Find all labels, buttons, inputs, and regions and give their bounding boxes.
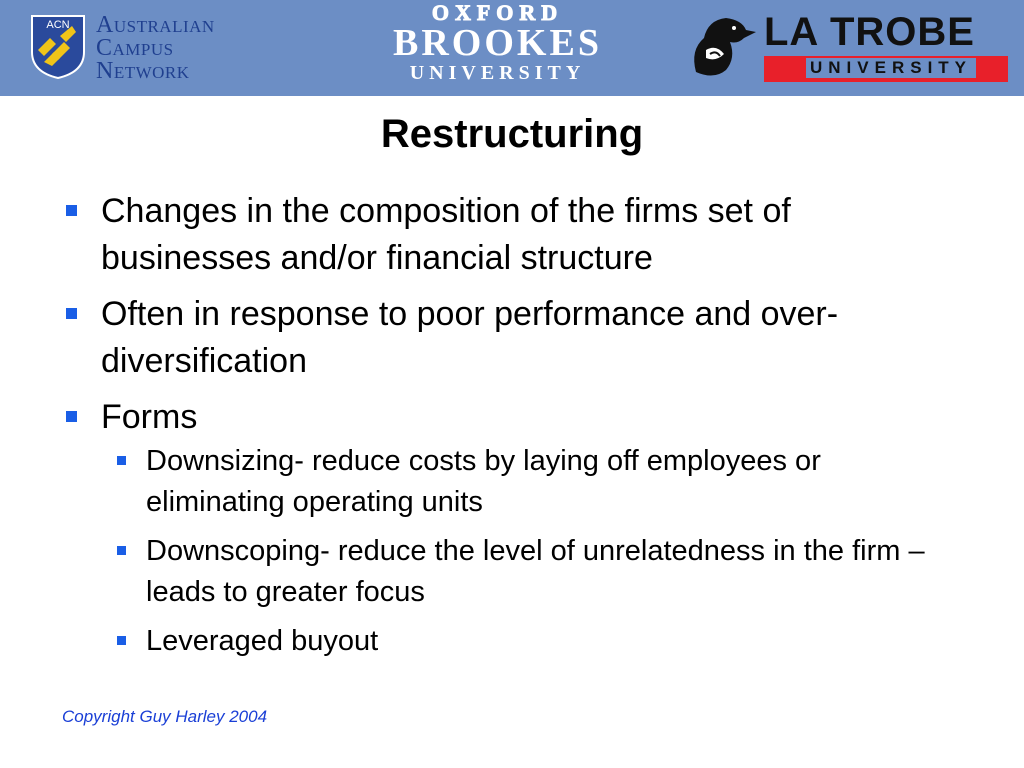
- sub-bullet-text: Leveraged buyout: [146, 625, 379, 657]
- oxford-brookes-logo: [345, 2, 650, 92]
- sub-bullet-text: Downsizing- reduce costs by laying off employees or eliminating operating units: [146, 445, 821, 518]
- brookes-line-3: UNIVERSITY: [409, 62, 586, 84]
- sub-bullet-square-icon: [117, 636, 126, 645]
- pelican-icon: [686, 10, 758, 82]
- sub-bullet-square-icon: [117, 456, 126, 465]
- acn-shield-icon: [30, 14, 86, 80]
- sub-bullet-item: [101, 621, 964, 662]
- bullet-item: [64, 188, 964, 282]
- acn-word-3: Network: [96, 58, 190, 84]
- bullet-text: Changes in the composition of the firms set of businesses and/or financial structure: [101, 192, 791, 277]
- sub-bullet-square-icon: [117, 546, 126, 555]
- la-trobe-name: LA TROBE: [764, 10, 975, 54]
- acn-wordmark: [96, 14, 266, 83]
- copyright-footer: Copyright Guy Harley 2004: [62, 707, 268, 726]
- sub-bullet-text: Downscoping- reduce the level of unrelatedness in the firm –leads to greater focus: [146, 535, 925, 608]
- sub-bullet-list: [101, 441, 964, 662]
- acn-logo: [30, 14, 260, 84]
- sub-bullet-item: [101, 441, 964, 523]
- bullet-list: [64, 188, 964, 671]
- bullet-text: Often in response to poor performance and over-diversification: [101, 295, 839, 380]
- slide-title: Restructuring: [380, 112, 644, 156]
- brookes-line-2: BROOKES: [393, 22, 602, 64]
- header-banner: [0, 0, 1024, 96]
- bullet-square-icon: [66, 411, 77, 422]
- acn-word-2: Campus: [96, 35, 174, 61]
- la-trobe-logo: [686, 10, 1016, 82]
- bullet-text: Forms: [101, 398, 198, 436]
- la-trobe-university-label: UNIVERSITY: [806, 58, 976, 78]
- sub-bullet-item: [101, 531, 964, 613]
- brookes-line-1: OXFORD: [431, 0, 564, 25]
- acn-word-1: Australian: [96, 12, 215, 38]
- bullet-item: [64, 394, 964, 662]
- acn-shield-label: ACN: [46, 19, 70, 31]
- bullet-item: [64, 291, 964, 385]
- bullet-square-icon: [66, 205, 77, 216]
- bullet-square-icon: [66, 308, 77, 319]
